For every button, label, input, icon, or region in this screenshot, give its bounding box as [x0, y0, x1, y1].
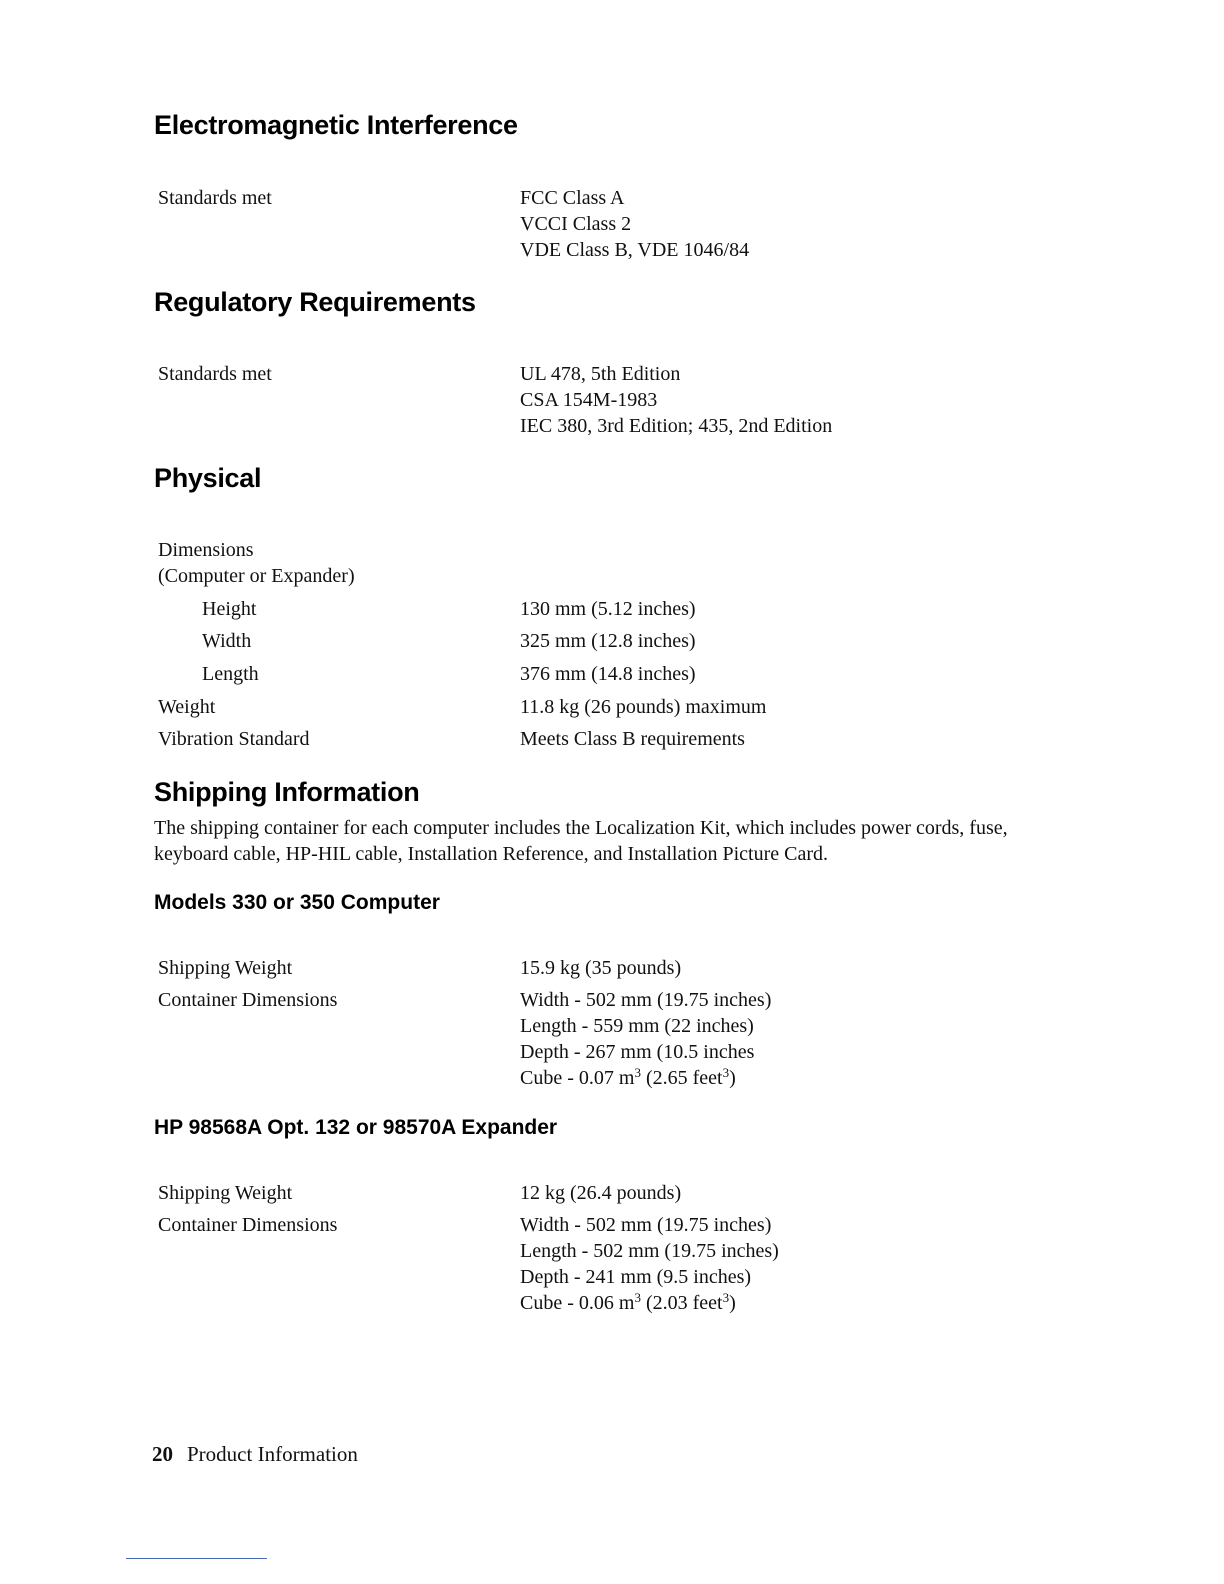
- models-cube-exp-1: 3: [634, 1065, 641, 1080]
- regulatory-standard-2: CSA 154M-1983: [520, 389, 658, 411]
- expander-cube-prefix: Cube - 0.06 m: [520, 1292, 635, 1314]
- footer-section: Product Information: [187, 1442, 358, 1466]
- vibration-label: Vibration Standard: [158, 728, 310, 750]
- models-width-value: Width - 502 mm (19.75 inches): [520, 989, 772, 1011]
- height-label: Height: [202, 598, 257, 620]
- emi-standard-2: VCCI Class 2: [520, 213, 632, 235]
- physical-heading: Physical: [154, 463, 262, 493]
- weight-label: Weight: [158, 696, 216, 718]
- regulatory-standard-3: IEC 380, 3rd Edition; 435, 2nd Edition: [520, 415, 833, 437]
- width-value: 325 mm (12.8 inches): [520, 630, 696, 652]
- expander-heading: HP 98568A Opt. 132 or 98570A Expander: [154, 1116, 558, 1139]
- models-container-label: Container Dimensions: [158, 989, 338, 1011]
- models-weight-label: Shipping Weight: [158, 957, 293, 979]
- height-value: 130 mm (5.12 inches): [520, 598, 696, 620]
- expander-cube-mid: (2.03 feet: [640, 1292, 723, 1314]
- expander-depth-value: Depth - 241 mm (9.5 inches): [520, 1266, 752, 1288]
- regulatory-standard-1: UL 478, 5th Edition: [520, 363, 681, 385]
- dimensions-label: Dimensions: [158, 539, 254, 561]
- models-cube-suffix: ): [729, 1067, 736, 1089]
- emi-heading: Electromagnetic Interference: [154, 110, 518, 140]
- shipping-heading: Shipping Information: [154, 777, 420, 807]
- expander-container-label: Container Dimensions: [158, 1214, 338, 1236]
- expander-cube-exp-1: 3: [634, 1290, 641, 1305]
- models-cube-mid: (2.65 feet: [640, 1067, 723, 1089]
- models-heading: Models 330 or 350 Computer: [154, 891, 440, 914]
- models-cube-value: [520, 1065, 736, 1091]
- models-cube-prefix: Cube - 0.07 m: [520, 1067, 635, 1089]
- expander-width-value: Width - 502 mm (19.75 inches): [520, 1214, 772, 1236]
- expander-cube-exp-2: 3: [722, 1290, 730, 1305]
- dimensions-sublabel: (Computer or Expander): [158, 565, 355, 587]
- expander-length-value: Length - 502 mm (19.75 inches): [520, 1240, 779, 1262]
- emi-standards-label: Standards met: [158, 187, 272, 209]
- shipping-paragraph: The shipping container for each computer includes the Localization Kit, which includes power cords, fuse, keyboard cable, HP-HIL cable, Installation Reference, and Installation Picture Card.: [154, 817, 1008, 865]
- bottom-rule: [126, 1558, 267, 1559]
- page-number: 20: [152, 1442, 173, 1466]
- expander-weight-label: Shipping Weight: [158, 1182, 293, 1204]
- expander-cube-suffix: ): [729, 1292, 736, 1314]
- emi-standard-1: FCC Class A: [520, 187, 625, 209]
- models-depth-value: Depth - 267 mm (10.5 inches: [520, 1041, 755, 1063]
- regulatory-standards-label: Standards met: [158, 363, 272, 385]
- models-length-value: Length - 559 mm (22 inches): [520, 1015, 754, 1037]
- width-label: Width: [202, 630, 252, 652]
- expander-cube-value: [520, 1290, 736, 1316]
- page-footer: [152, 1442, 358, 1467]
- emi-standard-3: VDE Class B, VDE 1046/84: [520, 239, 750, 261]
- expander-weight-value: 12 kg (26.4 pounds): [520, 1182, 682, 1204]
- regulatory-heading: Regulatory Requirements: [154, 287, 476, 317]
- vibration-value: Meets Class B requirements: [520, 728, 745, 750]
- models-weight-value: 15.9 kg (35 pounds): [520, 957, 682, 979]
- length-label: Length: [202, 663, 259, 685]
- weight-value: 11.8 kg (26 pounds) maximum: [520, 696, 767, 718]
- models-cube-exp-2: 3: [722, 1065, 730, 1080]
- length-value: 376 mm (14.8 inches): [520, 663, 696, 685]
